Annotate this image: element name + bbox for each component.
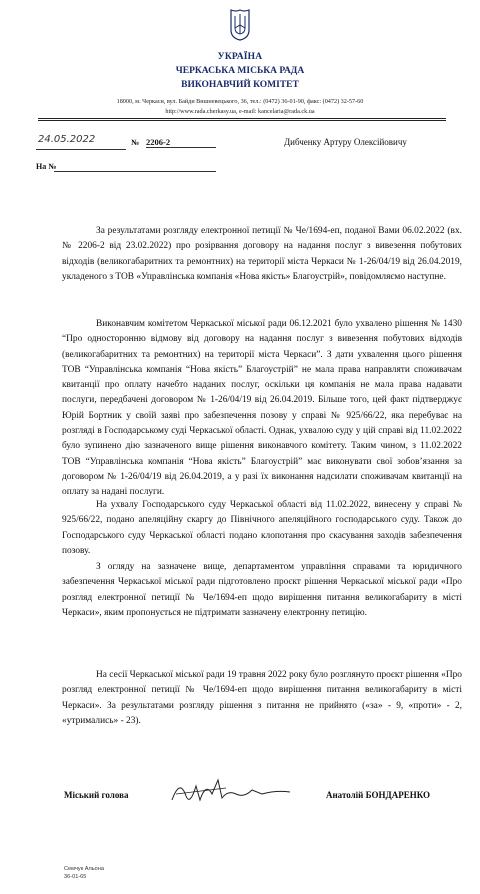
header-country: УКРАЇНА: [217, 52, 263, 62]
signatory-name: Анатолій БОНДАРЕНКО: [326, 790, 431, 800]
executor-name: Семчук Альона: [64, 866, 104, 872]
paragraph-3: На ухвалу Господарського суду Черкаської області від 11.02.2022, винесену у справі № 925/66/22, подано апеляційну скаргу до Північного апеляційного господарського суду. Також до Господарського суду Черкаської області подано клопотання про скасування заходів забезпечення позову.: [62, 500, 462, 556]
paragraph-4: З огляду на зазначене вище, департаментом управління справами та юридичного забезпечення Черкаської міської ради підготовлено проєкт рішення Черкаської міської ради «Про розгляд електронної петиції № Че/1694-еп щодо вирішення питання великогабариту в місті Черкаси», яким пропонується не підтримати зазначену електронну петицію.: [62, 562, 462, 618]
header-address: 18000, м. Черкаси, вул. Байди Вишневецького, 36, тел.: (0472) 36-01-90, факс: (0472) 32-57-60: [116, 98, 364, 105]
reply-to-field: [54, 171, 216, 172]
header-web: http://www.rada.cherkasy.ua, e-mail: kancelaria@rada.ck.ua: [165, 108, 315, 115]
outgoing-number: 2206-2: [146, 137, 216, 148]
date-handwritten: 24.05.2022: [38, 134, 96, 145]
signatory-title: Міський голова: [64, 790, 129, 800]
handwritten-signature-icon: [166, 772, 296, 808]
header-divider-thin: [38, 120, 446, 121]
number-label: №: [131, 138, 140, 147]
paragraph-1: За результатами розгляду електронної петиції № Че/1694-еп, поданої Вами 06.02.2022 (вх. № 2206-2 від 23.02.2022) про розірвання договору на надання послуг з вивезення побутових відходів (великогабаритних та ремонтних) на території міста Черкаси № 1-26/04/19 від 26.04.2019, укладеного з ТОВ «Управлінська компанія «Нова якість» Благоустрій», повідомляємо наступне.: [62, 226, 462, 282]
header-committee: ВИКОНАВЧИЙ КОМІТЕТ: [181, 80, 299, 90]
header-divider: [38, 118, 446, 119]
recipient-name: Дибченку Артуру Олексійовичу: [284, 137, 407, 147]
paragraph-5: На сесії Черкаської міської ради 19 травня 2022 року було розглянуто проєкт рішення «Про розгляд електронної петиції № Че/1694-еп щодо вирішення питання великогабариту в місті Черкаси». За результатами розгляду рішення з питання не прийнято («за» - 9, «проти» - 2, «утримались» - 23).: [62, 670, 462, 726]
trident-emblem-icon: [229, 8, 251, 42]
reply-to-label: На №: [36, 162, 57, 171]
paragraph-2: Виконавчим комітетом Черкаської міської ради 06.12.2021 було ухвалено рішення № 1430 “Про односторонню відмову від договору на надання послуг з вивезення побутових відходів (великогабаритних та ремонтних) на території міста Черкаси”. З дати ухвалення цього рішення ТОВ “Управлінська компанія “Нова якість” Благоустрій” не мала права направляти споживачам квитанції про оплату начебто наданих послуг, оскільки ця компанія не мала права надавати послуги, передбачені договором № 1-26/04/19 від 26.04.2019. Більше того, цей факт підтверджує Юрій Бортник у своїй заяві про забезпечення позову у справі № 925/66/22, яка перебуває на розгляді в Господарському суді Черкаської області. Однак, ухвалою суду у цій справі від 11.02.2022 було зупинено дію зазначеного вище рішення виконавчого комітету. Таким чином, з 11.02.2022 ТОВ “Управлінська компанія “Нова якість” Благоустрій” має виконувати свої зобов’язання за договором № 1-26/04/19 від 26.04.2019, а у разі їх виконання надсилати споживачам квитанції на оплату за надані послуги.: [62, 319, 462, 498]
header-council: ЧЕРКАСЬКА МІСЬКА РАДА: [175, 66, 305, 76]
executor-phone: 36-01-65: [64, 874, 87, 880]
